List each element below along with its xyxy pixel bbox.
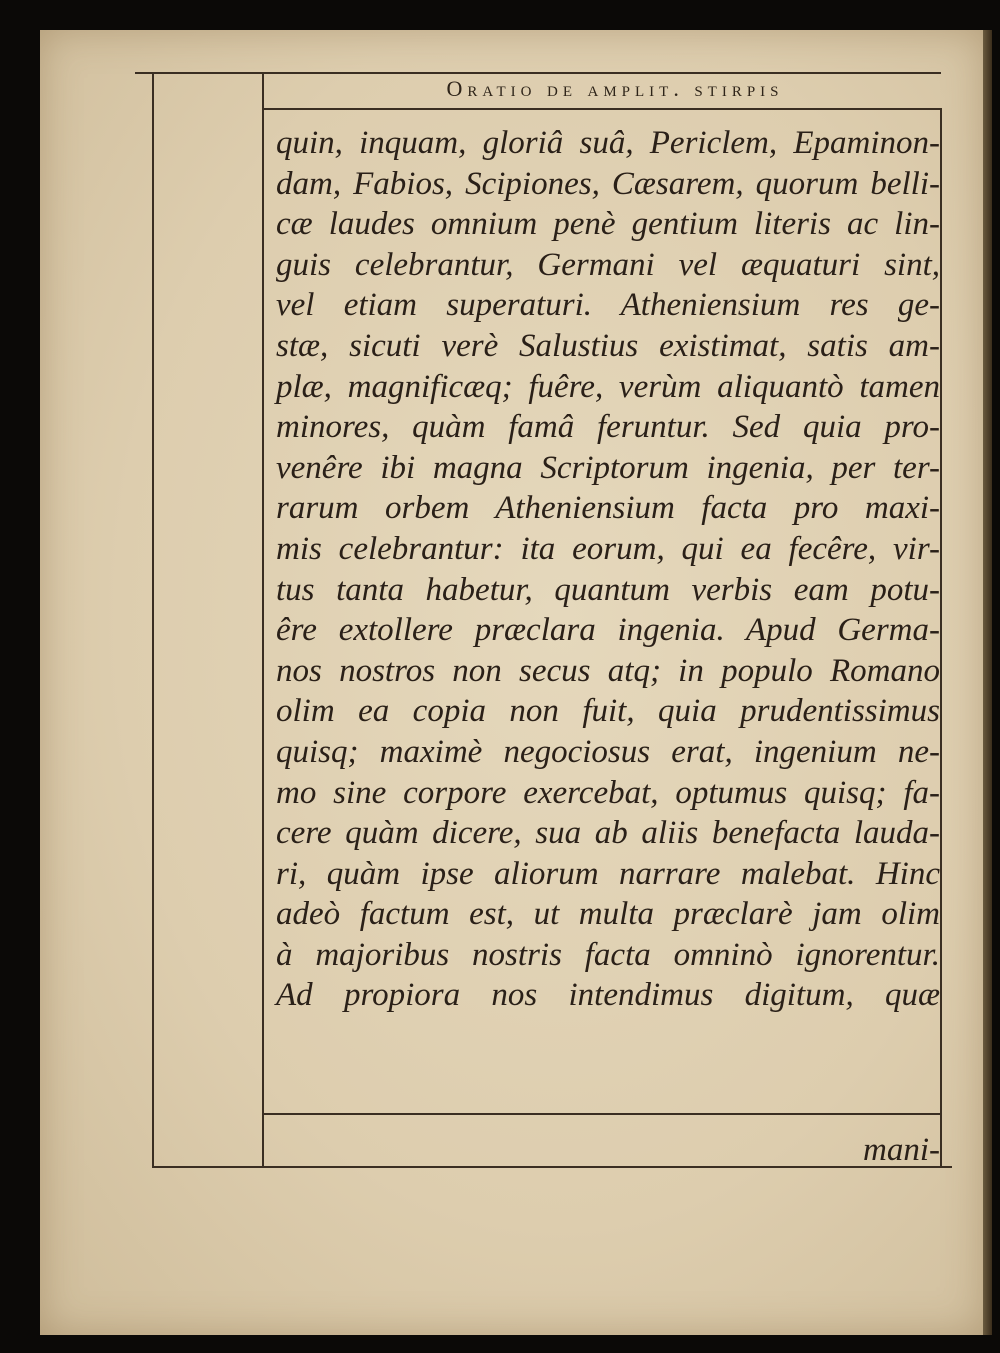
top-outer-rule — [135, 72, 941, 74]
text-line: êre extollere præclara ingenia. Apud Germa- — [276, 612, 940, 649]
text-line: cæ laudes omnium penè gentium literis ac lin- — [276, 206, 940, 243]
text-line: minores, quàm famâ feruntur. Sed quia pro- — [276, 409, 940, 446]
text-line: adeò factum est, ut multa præclarè jam olim — [276, 896, 940, 933]
bottom-outer-rule — [152, 1166, 952, 1168]
body-text — [276, 123, 940, 1016]
left-outer-rule — [152, 72, 154, 1167]
text-line: vel etiam superaturi. Atheniensium res ge- — [276, 287, 940, 324]
text-line: stæ, sicuti verè Salustius existimat, satis am- — [276, 327, 940, 364]
text-line: ri, quàm ipse aliorum narrare malebat. Hinc — [276, 855, 940, 892]
text-line: quisq; maximè negociosus erat, ingenium ne- — [276, 733, 940, 770]
left-inner-rule — [262, 72, 264, 1167]
text-line: mo sine corpore exercebat, optumus quisq; fa- — [276, 774, 940, 811]
text-line: cere quàm dicere, sua ab aliis benefacta lauda- — [276, 815, 940, 852]
page-edge-shadow — [983, 30, 992, 1335]
right-rule — [940, 108, 942, 1168]
bottom-inner-rule — [262, 1113, 942, 1115]
text-line: quin, inquam, gloriâ suâ, Periclem, Epaminon- — [276, 125, 940, 161]
text-line: rarum orbem Atheniensium facta pro maxi- — [276, 490, 940, 527]
text-line: à majoribus nostris facta omninò ignorentur. — [276, 936, 940, 973]
catchword: mani- — [863, 1132, 940, 1168]
text-line: plæ, magnificæq; fuêre, verùm aliquantò tamen — [276, 368, 940, 405]
text-line: olim ea copia non fuit, quia prudentissimus — [276, 693, 940, 730]
text-line: nos nostros non secus atq; in populo Romano — [276, 652, 940, 689]
running-head: Oratio de amplit. stirpis — [446, 76, 784, 101]
text-line: venêre ibi magna Scriptorum ingenia, per ter- — [276, 449, 940, 486]
text-line: guis celebrantur, Germani vel æquaturi sint, — [276, 246, 940, 283]
header-underline-rule — [262, 108, 942, 110]
text-line: tus tanta habetur, quantum verbis eam potu- — [276, 571, 940, 608]
text-line: dam, Fabios, Scipiones, Cæsarem, quorum belli- — [276, 165, 940, 202]
text-line: Ad propiora nos intendimus digitum, quæ — [276, 977, 940, 1014]
text-line: mis celebrantur: ita eorum, qui ea fecêre, vir- — [276, 530, 940, 567]
